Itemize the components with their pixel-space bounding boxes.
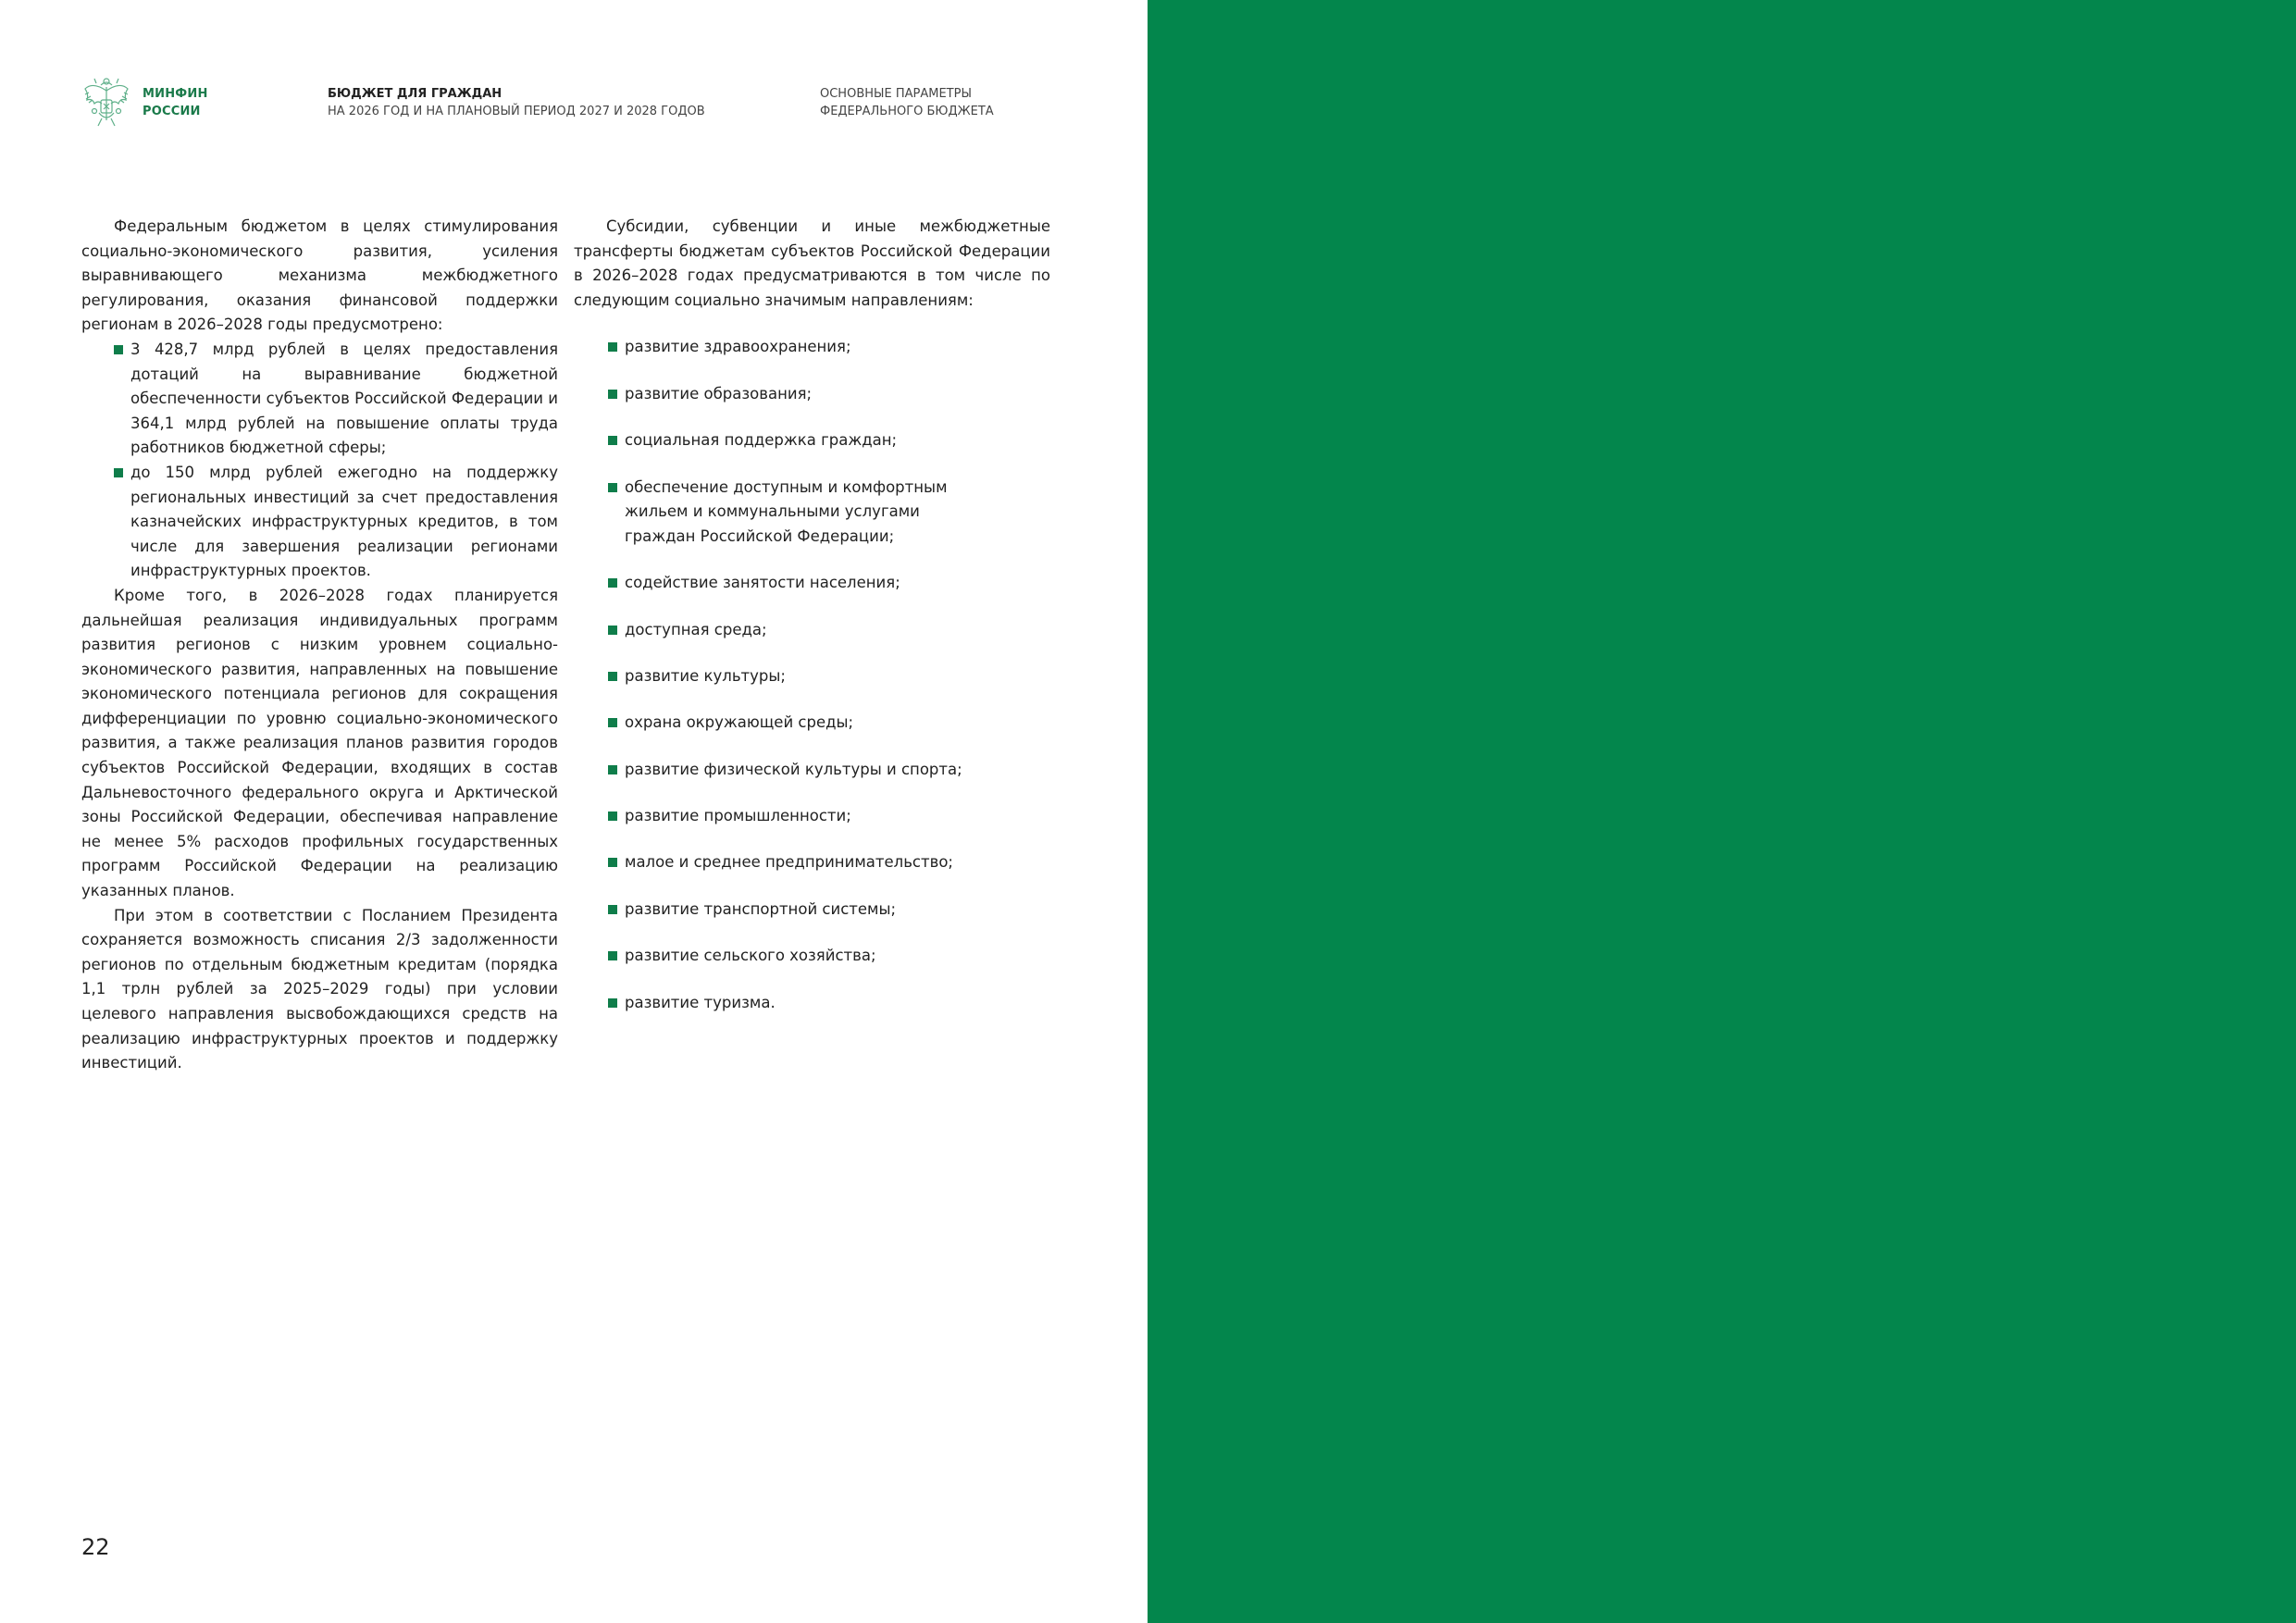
list-item-text: доступная среда; bbox=[625, 620, 767, 638]
list-item bbox=[625, 758, 1013, 783]
list-item bbox=[625, 571, 1013, 596]
list-item bbox=[625, 618, 1013, 643]
list-item-text: развитие образования; bbox=[625, 384, 813, 403]
double-headed-eagle-icon bbox=[81, 74, 131, 130]
section-title bbox=[820, 85, 994, 120]
bullet-square-icon bbox=[608, 578, 617, 588]
brand-line-1: МИНФИН bbox=[143, 87, 208, 101]
list-item-text: развитие сельского хозяйства; bbox=[625, 947, 876, 965]
list-item bbox=[625, 944, 1013, 969]
document-title bbox=[328, 85, 705, 120]
list-item-text: 3 428,7 млрд рублей в целях предоставления дотаций на выравнивание бюджетной обеспеченности субъектов Российской Федерации и 364,1 млрд рублей на повышение оплаты труда работников бюджетной сферы; bbox=[130, 340, 558, 457]
paragraph-intro: Федеральным бюджетом в целях стимулирования социально-экономического развития, усиления выравнивающего механизма межбюджетного регулирования, оказания финансовой поддержки регионам в 2026–2028 годы предусмотрено: bbox=[81, 217, 558, 334]
bullet-square-icon bbox=[608, 436, 617, 445]
brand-line-2: РОССИИ bbox=[143, 105, 201, 118]
funding-bullet-list bbox=[81, 338, 558, 584]
bullet-square-icon bbox=[114, 468, 123, 477]
document-title-sub: НА 2026 ГОД И НА ПЛАНОВЫЙ ПЕРИОД 2027 И 2028 ГОДОВ bbox=[328, 105, 705, 118]
paragraph-debt-writeoff: При этом в соответствии с Посланием Президента сохраняется возможность списания 2/3 задолженности регионов по отдельным бюджетным кредитам (порядка 1,1 трлн рублей за 2025–2029 годы) при условии целевого направления высвобождающихся средств на реализацию инфраструктурных проектов и поддержку инвестиций. bbox=[81, 906, 558, 1072]
list-item-text: развитие здравоохранения; bbox=[625, 338, 851, 356]
list-item bbox=[625, 711, 1013, 736]
bullet-square-icon bbox=[608, 718, 617, 727]
paragraph-programs: Кроме того, в 2026–2028 годах планируется дальнейшая реализация индивидуальных программ развития регионов с низким уровнем социально-экономического развития, направленных на повышение экономического потенциала регионов для сокращения дифференциации по уровню социально-экономического развития, а также реализация планов развития городов субъектов Российской Федерации, входящих в состав Дальневосточного федерального округа и Арктической зоны Российской Федерации, обеспечивая направление не менее 5% расходов профильных государственных программ Российской Федерации на реализацию указанных планов. bbox=[81, 586, 558, 900]
list-item bbox=[625, 382, 1013, 407]
bullet-square-icon bbox=[608, 483, 617, 492]
list-item bbox=[625, 991, 1013, 1016]
bullet-square-icon bbox=[608, 342, 617, 352]
list-item bbox=[625, 898, 1013, 923]
list-item-text: развитие культуры; bbox=[625, 666, 786, 685]
list-item bbox=[625, 428, 1013, 453]
section-title-line-2: ФЕДЕРАЛЬНОГО БЮДЖЕТА bbox=[820, 105, 994, 118]
list-item bbox=[625, 476, 976, 550]
list-item bbox=[625, 804, 1013, 829]
bullet-square-icon bbox=[608, 812, 617, 821]
bullet-square-icon bbox=[608, 626, 617, 635]
bullet-square-icon bbox=[608, 765, 617, 774]
list-item-text: малое и среднее предпринимательство; bbox=[625, 853, 953, 872]
list-item-text: развитие туризма. bbox=[625, 993, 776, 1011]
list-item-text: развитие физической культуры и спорта; bbox=[625, 760, 962, 778]
list-item-text: обеспечение доступным и комфортным жильем и коммунальными услугами граждан Российской Федерации; bbox=[625, 477, 948, 545]
list-item bbox=[130, 461, 558, 584]
bullet-square-icon bbox=[608, 905, 617, 914]
document-title-main: БЮДЖЕТ ДЛЯ ГРАЖДАН bbox=[328, 87, 503, 101]
bullet-square-icon bbox=[608, 390, 617, 399]
left-text-column bbox=[81, 215, 558, 1076]
ministry-logo-text bbox=[143, 85, 208, 120]
list-item-text: охрана окружающей среды; bbox=[625, 713, 854, 732]
bullet-square-icon bbox=[114, 345, 123, 354]
page-number: 22 bbox=[81, 1534, 110, 1560]
bullet-square-icon bbox=[608, 998, 617, 1008]
list-item bbox=[625, 335, 1013, 360]
list-item bbox=[130, 338, 558, 461]
paragraph-transfers-intro: Субсидии, субвенции и иные межбюджетные трансферты бюджетам субъектов Российской Федерации в 2026–2028 годах предусматриваются в том числе по следующим социально значимым направлениям: bbox=[574, 217, 1050, 309]
bullet-square-icon bbox=[608, 951, 617, 960]
list-item bbox=[625, 664, 1013, 689]
list-item-text: развитие транспортной системы; bbox=[625, 899, 897, 918]
list-item-text: до 150 млрд рублей ежегодно на поддержку региональных инвестиций за счет предоставления казначейских инфраструктурных кредитов, в том числе для завершения реализации регионами инфраструктурных проектов. bbox=[130, 463, 558, 580]
right-text-column bbox=[574, 215, 1050, 1037]
directions-bullet-list bbox=[574, 335, 1050, 1015]
bullet-square-icon bbox=[608, 672, 617, 681]
list-item-text: содействие занятости населения; bbox=[625, 574, 900, 592]
list-item bbox=[625, 850, 1013, 875]
list-item-text: социальная поддержка граждан; bbox=[625, 431, 898, 450]
list-item-text: развитие промышленности; bbox=[625, 807, 851, 825]
bullet-square-icon bbox=[608, 858, 617, 867]
section-title-line-1: ОСНОВНЫЕ ПАРАМЕТРЫ bbox=[820, 87, 972, 101]
green-cover-panel bbox=[1148, 0, 2296, 1623]
